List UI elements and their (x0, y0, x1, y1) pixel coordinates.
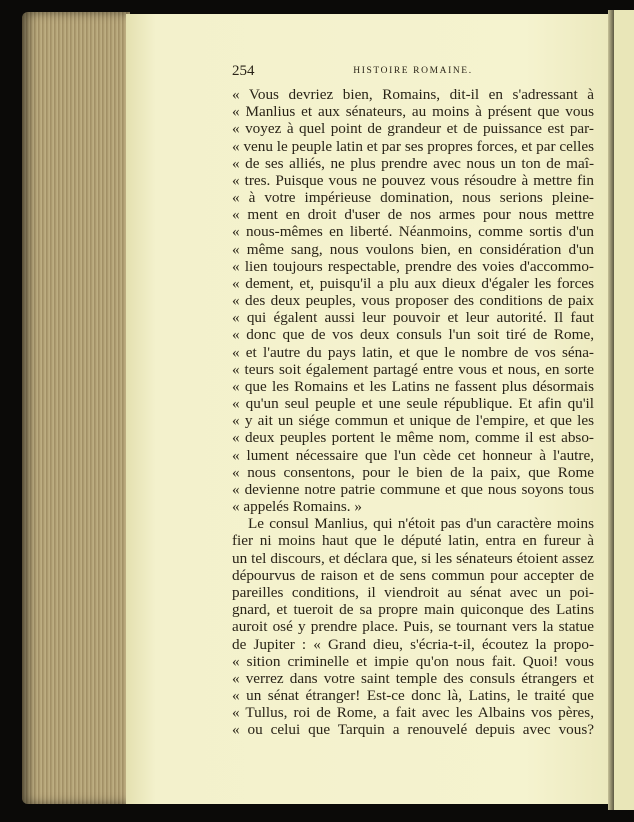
text-line: « qui égalent aussi leur pouvoir et leur autorité. Il faut (232, 309, 594, 327)
text-line: « que les Romains et les Latins ne fassent plus désormais (232, 377, 594, 395)
text-line: dépourvus de raison et de sens commun pour accepter de (232, 566, 594, 584)
text-line: « verrez dans votre saint temple des consuls étrangers et (232, 669, 594, 687)
text-line: « y ait un siége commun et unique de l'empire, et que les (232, 412, 594, 430)
running-title: HISTOIRE ROMAINE. (353, 66, 473, 76)
text-line: « un sénat étranger! Est-ce donc là, Latins, le traité que (232, 687, 594, 705)
text-line: « nous-mêmes en liberté. Néanmoins, comme sortis d'un (232, 223, 594, 241)
text-line: fier ni moins haut que le député latin, entra en fureur à (232, 532, 594, 550)
text-line: « Vous devriez bien, Romains, dit-il en s'adressant à (232, 86, 594, 103)
text-line: « dement, et, puisqu'il a plu aux dieux d'égaler les forces (232, 274, 594, 292)
text-line: « même sang, nous voulons bien, en considération d'un (232, 240, 594, 258)
text-line: auroit osé y prendre place. Puis, se tournant vers la statue (232, 618, 594, 636)
text-line: « lument nécessaire que l'un cède cet honneur à l'autre, (232, 446, 594, 464)
text-line: « et l'autre du pays latin, et que le nombre de vos séna- (232, 343, 594, 361)
text-line: gnard, et tueroit de sa propre main quiconque des Latins (232, 601, 594, 619)
text-line: « de ses alliés, ne plus prendre avec nous un ton de maî- (232, 154, 594, 172)
body-text (232, 86, 594, 739)
text-line: de Jupiter : « Grand dieu, s'écria-t-il, écoutez la propo- (232, 635, 594, 653)
text-line: pareilles conditions, il viendroit au sénat avec un poi- (232, 583, 594, 601)
text-line: « nous consentons, pour le bien de la paix, que Rome (232, 463, 594, 481)
text-line: « deux peuples portent le même nom, comme il est abso- (232, 429, 594, 447)
facing-page-edge (614, 10, 634, 810)
text-line: « tres. Puisque vous ne pouvez vous résoudre à mettre fin (232, 171, 594, 189)
text-line: « des deux peuples, vous proposer des conditions de paix (232, 292, 594, 310)
text-line: « appelés Romains. » (232, 498, 362, 516)
book-page-edges (22, 12, 130, 804)
text-line: « sition criminelle et impie qu'on nous fait. Quoi! vous (232, 652, 594, 670)
text-line: « qu'un seul peuple et une seule république. Et afin qu'il (232, 395, 594, 413)
text-line: Le consul Manlius, qui n'étoit pas d'un caractère moins (248, 515, 594, 533)
text-line: « Manlius et aux sénateurs, au moins à présent que vous (232, 103, 594, 121)
text-line: « à votre impérieuse domination, nous serions pleine- (232, 189, 594, 207)
text-line: « ment en droit d'user de nos armes pour nous mettre (232, 206, 594, 224)
text-line: « donc que de vos deux consuls l'un soit tiré de Rome, (232, 326, 594, 344)
text-line: « ou celui que Tarquin a renouvelé depuis avec vous? (232, 721, 594, 739)
text-line: « venu le peuple latin et par ses propres forces, et par celles (232, 137, 594, 155)
page-number: 254 (232, 63, 255, 79)
running-header (232, 63, 594, 79)
text-line: « devienne notre patrie commune et que nous soyons tous (232, 480, 594, 498)
text-line: un tel discours, et déclara que, si les sénateurs étoient assez (232, 549, 594, 567)
text-line: « Tullus, roi de Rome, a fait avec les Albains vos pères, (232, 704, 594, 722)
text-line: « teurs soit également partagé entre vous et nous, en sorte (232, 360, 594, 378)
text-line: « lien toujours respectable, prendre des voies d'accommo- (232, 257, 594, 275)
text-line: « voyez à quel point de grandeur et de puissance est par- (232, 120, 594, 138)
